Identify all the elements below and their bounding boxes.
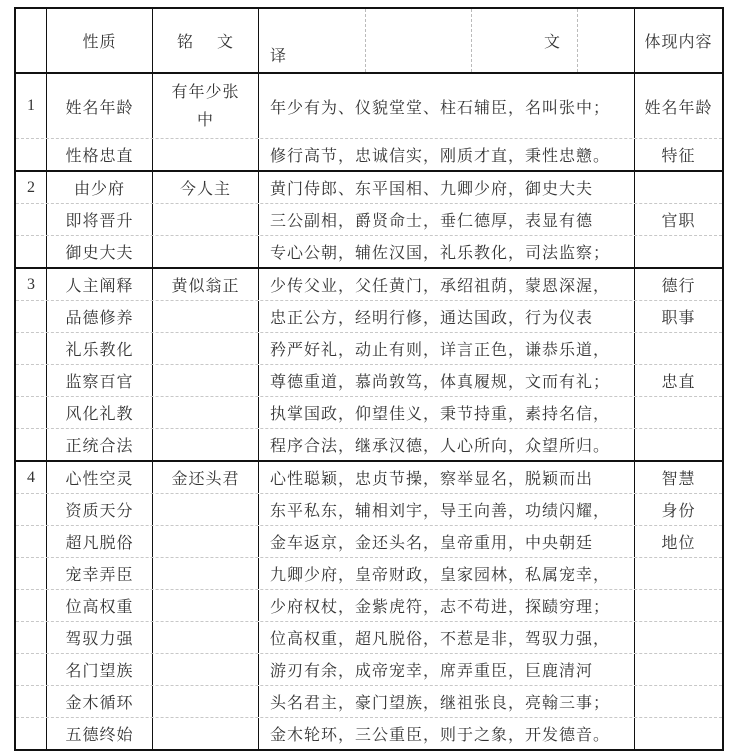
translation-cell: 修行高节，忠诚信实，刚质才直，秉性忠戆。 [259, 139, 635, 170]
inscription-cell: 黄似翁正 [153, 269, 259, 300]
embodiment-cell [635, 654, 722, 685]
translation-cell: 执掌国政，仰望佳义，秉节持重，素持名信， [259, 397, 635, 428]
table-row [16, 236, 722, 269]
header-inscription: 铭 文 [153, 9, 259, 72]
header-divider-dashed [577, 9, 578, 72]
inscription-empty [153, 622, 259, 653]
index-empty [16, 236, 47, 267]
embodiment-cell [635, 558, 722, 589]
nature-cell: 监察百官 [47, 365, 153, 396]
header-translation-left: 译 [270, 46, 288, 65]
translation-cell: 专心公朝，辅佐汉国，礼乐教化，司法监察； [259, 236, 635, 267]
embodiment-cell [635, 622, 722, 653]
index-empty [16, 526, 47, 557]
nature-cell: 驾驭力强 [47, 622, 153, 653]
translation-cell: 黄门侍郎、东平国相、九卿少府，御史大夫 [259, 172, 635, 203]
table-row [16, 172, 722, 204]
translation-cell: 位高权重，超凡脱俗，不惹是非，驾驭力强， [259, 622, 635, 653]
translation-cell: 三公副相，爵贤命士，垂仁德厚，表显有德 [259, 204, 635, 235]
nature-cell: 五德终始 [47, 718, 153, 749]
table-header-row [16, 9, 722, 74]
translation-cell: 头名君主，豪门望族，继祖张良，亮翰三事； [259, 686, 635, 717]
header-translation [259, 9, 635, 72]
nature-cell: 资质天分 [47, 494, 153, 525]
translation-cell: 金木轮环，三公重臣，则于之象，开发德音。 [259, 718, 635, 749]
embodiment-cell [635, 429, 722, 460]
nature-cell: 心性空灵 [47, 462, 153, 493]
inscription-empty [153, 558, 259, 589]
index-empty [16, 622, 47, 653]
nature-cell: 金木循环 [47, 686, 153, 717]
nature-cell: 御史大夫 [47, 236, 153, 267]
table-row [16, 590, 722, 622]
embodiment-cell: 智慧 [661, 469, 696, 488]
translation-cell: 心性聪颖，忠贞节操，察举显名，脱颖而出 [259, 462, 635, 493]
inscription-text: 有年少张中 [171, 82, 240, 129]
embodiment-cell: 地位 [661, 533, 696, 552]
translation-cell: 少传父业，父任黄门，承绍祖荫，蒙恩深渥， [259, 269, 635, 300]
embodiment-cell: 姓名年龄 [644, 97, 713, 117]
group-index: 4 [16, 462, 47, 493]
header-divider-dashed [365, 9, 366, 72]
translation-cell: 尊德重道，慕尚敦笃，体真履规，文而有礼； [259, 365, 635, 396]
nature-cell: 风化礼教 [47, 397, 153, 428]
header-index [16, 9, 47, 72]
inscription-cell: 今人主 [153, 172, 259, 203]
inscription-empty [153, 718, 259, 749]
inscription-translation-table [14, 7, 724, 751]
header-divider-dashed [471, 9, 472, 72]
table-row [16, 204, 722, 236]
table-row [16, 365, 722, 397]
index-empty [16, 333, 47, 364]
table-row [16, 686, 722, 718]
index-empty [16, 139, 47, 170]
translation-cell: 程序合法，继承汉德，人心所向，众望所归。 [259, 429, 635, 460]
translation-cell: 金车返京，金还头名，皇帝重用，中央朝廷 [259, 526, 635, 557]
nature-cell: 正统合法 [47, 429, 153, 460]
nature-cell: 品德修养 [47, 301, 153, 332]
translation-cell: 九卿少府，皇帝财政，皇家园林，私属宠幸， [259, 558, 635, 589]
nature-cell: 超凡脱俗 [47, 526, 153, 557]
index-empty [16, 590, 47, 621]
table-row [16, 74, 722, 139]
table-row [16, 139, 722, 172]
nature-cell: 性格忠直 [47, 139, 153, 170]
table-row [16, 269, 722, 301]
table-row [16, 526, 722, 558]
nature-cell: 由少府 [47, 172, 153, 203]
index-empty [16, 718, 47, 749]
index-empty [16, 686, 47, 717]
inscription-empty [153, 236, 259, 267]
inscription-empty [153, 333, 259, 364]
group-index: 3 [16, 269, 47, 300]
nature-cell: 宠幸弄臣 [47, 558, 153, 589]
table-row [16, 333, 722, 365]
index-empty [16, 365, 47, 396]
inscription-empty [153, 686, 259, 717]
table-row [16, 494, 722, 526]
embodiment-cell: 身份 [661, 501, 696, 520]
table-row [16, 301, 722, 333]
table-row [16, 558, 722, 590]
translation-cell: 少府权杖，金紫虎符，志不苟进，探赜穷理； [259, 590, 635, 621]
embodiment-cell [635, 236, 722, 267]
index-empty [16, 301, 47, 332]
table-group-1 [16, 74, 722, 172]
inscription-empty [153, 365, 259, 396]
index-empty [16, 558, 47, 589]
table-group-2 [16, 172, 722, 269]
inscription-empty [153, 590, 259, 621]
embodiment-cell [635, 590, 722, 621]
index-empty [16, 204, 47, 235]
inscription-empty [153, 397, 259, 428]
inscription-cell: 金还头君 [153, 462, 259, 493]
embodiment-cell: 特征 [661, 146, 696, 165]
table-row [16, 397, 722, 429]
table-row [16, 654, 722, 686]
nature-cell: 即将晋升 [47, 204, 153, 235]
inscription-cell [153, 74, 259, 138]
embodiment-cell [635, 172, 722, 203]
inscription-empty [153, 204, 259, 235]
nature-cell: 姓名年龄 [47, 74, 153, 138]
index-empty [16, 397, 47, 428]
inscription-empty [153, 654, 259, 685]
embodiment-cell [635, 718, 722, 749]
table-row [16, 622, 722, 654]
embodiment-cell: 职事 [661, 308, 696, 327]
inscription-empty [153, 526, 259, 557]
header-nature: 性质 [47, 9, 153, 72]
table-group-4 [16, 462, 722, 751]
header-translation-right: 文 [544, 32, 562, 51]
inscription-empty [153, 301, 259, 332]
index-empty [16, 429, 47, 460]
embodiment-cell: 官职 [661, 211, 696, 230]
index-empty [16, 654, 47, 685]
nature-cell: 人主阐释 [47, 269, 153, 300]
nature-cell: 名门望族 [47, 654, 153, 685]
embodiment-cell [635, 686, 722, 717]
group-index: 2 [16, 172, 47, 203]
nature-cell: 礼乐教化 [47, 333, 153, 364]
embodiment-cell: 忠直 [661, 372, 696, 391]
index-empty [16, 494, 47, 525]
nature-cell: 位高权重 [47, 590, 153, 621]
inscription-empty [153, 139, 259, 170]
embodiment-cell [635, 333, 722, 364]
embodiment-cell [635, 397, 722, 428]
translation-cell: 忠正公方，经明行修，通达国政，行为仪表 [259, 301, 635, 332]
group-index: 1 [16, 74, 47, 138]
inscription-empty [153, 494, 259, 525]
translation-cell: 年少有为、仪貌堂堂、柱石辅臣，名叫张中； [259, 74, 635, 138]
inscription-empty [153, 429, 259, 460]
translation-cell: 矜严好礼，动止有则，详言正色，谦恭乐道， [259, 333, 635, 364]
table-group-3 [16, 269, 722, 462]
embodiment-cell: 德行 [661, 276, 696, 295]
translation-cell: 游刃有余，成帝宠幸，席弄重臣，巨鹿清河 [259, 654, 635, 685]
table-row [16, 429, 722, 462]
table-row [16, 462, 722, 494]
translation-cell: 东平私东，辅相刘宇，导王向善，功绩闪耀， [259, 494, 635, 525]
header-embodiment: 体现内容 [644, 32, 713, 51]
